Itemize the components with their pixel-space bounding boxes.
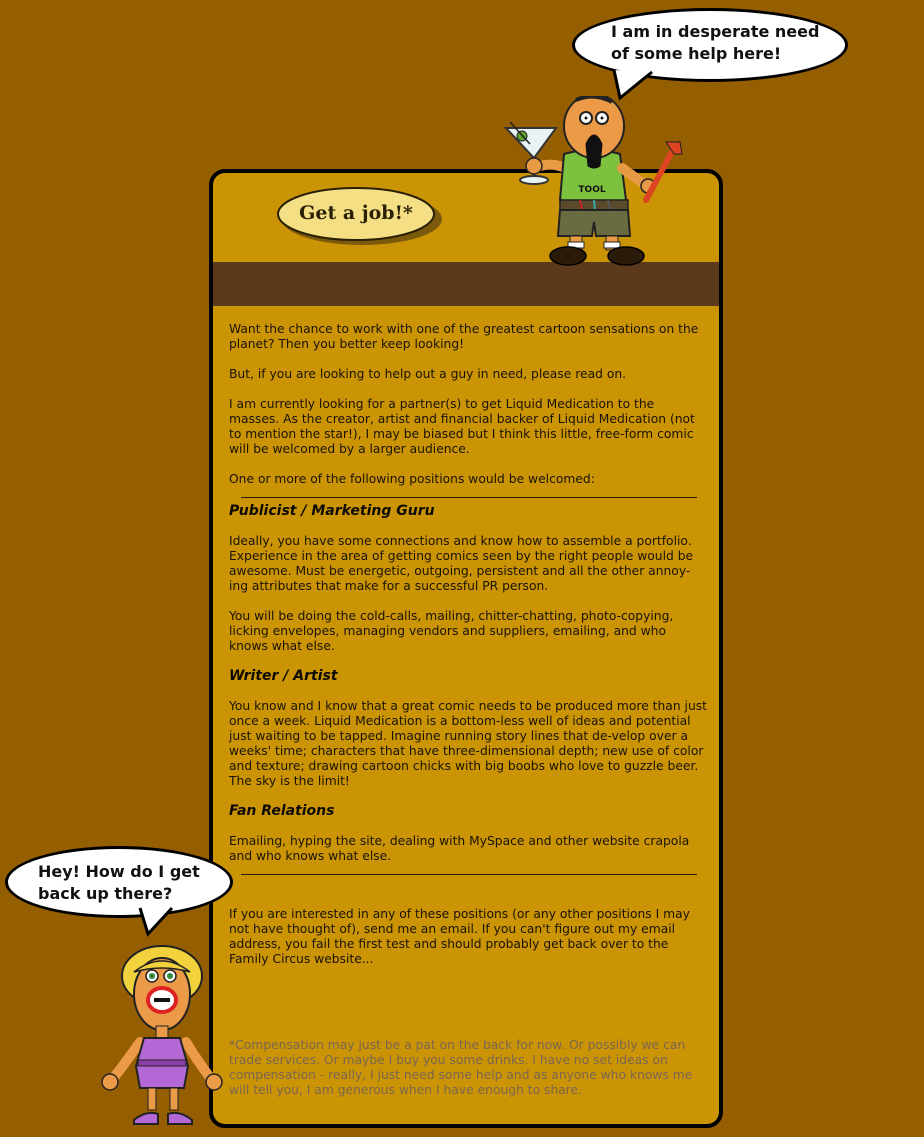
writer-paragraph-1: You know and I know that a great comic needs to be produced more than just once a week. Liquid Medication is a bottom-less well of ideas and potential just waiting to be tapped. Imagine running story lines that de-velop over a weeks' time; characters that have three-dimensional depth; new use of color and texture; drawing cartoon chicks with big boobs who love to guzzle beer. The sky is the limit!: [229, 699, 707, 788]
divider-bottom: [241, 874, 697, 875]
closing-paragraph: If you are interested in any of these positions (or any other positions I may not have thought of), send me an email. If you can't figure out my email address, you fail the first test and should probably get back over to the Family Circus website...: [229, 907, 690, 966]
compensation-footnote: *Compensation may just be a pat on the back for now. Or possibly we can trade services. Or maybe I buy you some drinks. I have no set ideas on compensation - really, I just need some help and as anyone who knows me will tell you, I am generous when I have enough to share.: [229, 1038, 693, 1097]
speech-bubble-left-text: Hey! How do I get back up there?: [38, 862, 200, 903]
intro-paragraph-1: Want the chance to work with one of the greatest cartoon sensations on the planet? Then you better keep looking!: [229, 322, 699, 351]
divider-top: [241, 497, 697, 498]
content-panel: [209, 169, 723, 1128]
speech-bubble-top-text: I am in desperate need of some help here!: [611, 22, 820, 63]
cartoon-guy-illustration: [496, 96, 696, 268]
section-title-fan-relations: Fan Relations: [229, 803, 335, 819]
shirt-text: TOOL: [578, 185, 606, 195]
intro-paragraph-4: One or more of the following positions would be welcomed:: [229, 472, 595, 486]
fan-relations-paragraph: Emailing, hyping the site, dealing with MySpace and other website crapola and who knows what else.: [229, 834, 690, 863]
section-title-publicist: Publicist / Marketing Guru: [229, 503, 435, 519]
logo-text: Get a job!*: [299, 202, 413, 224]
header-band: [213, 262, 719, 306]
publicist-paragraph-1: Ideally, you have some connections and know how to assemble a portfolio. Experience in the area of getting comics seen by the right people would be awesome. Must be energetic, outgoing, persistent and all the other annoy-ing attributes that make for a successful PR person.: [229, 534, 694, 593]
job-description: [229, 322, 707, 982]
cartoon-girl-illustration: [98, 942, 228, 1132]
speech-bubble-left-tail: [138, 906, 178, 938]
get-a-job-logo: [277, 187, 442, 243]
intro-paragraph-2: But, if you are looking to help out a guy in need, please read on.: [229, 367, 627, 381]
publicist-paragraph-2: You will be doing the cold-calls, mailing, chitter-chatting, photo-copying, licking envelopes, managing vendors and suppliers, emailing, and who knows what else.: [229, 609, 674, 653]
speech-bubble-left: [5, 846, 233, 918]
section-title-writer: Writer / Artist: [229, 668, 338, 684]
intro-paragraph-3: I am currently looking for a partner(s) to get Liquid Medication to the masses. As the creator, artist and financial backer of Liquid Medication (not to mention the star!), I may be biased but I think this little, free-form comic will be welcomed by a larger audience.: [229, 397, 695, 456]
